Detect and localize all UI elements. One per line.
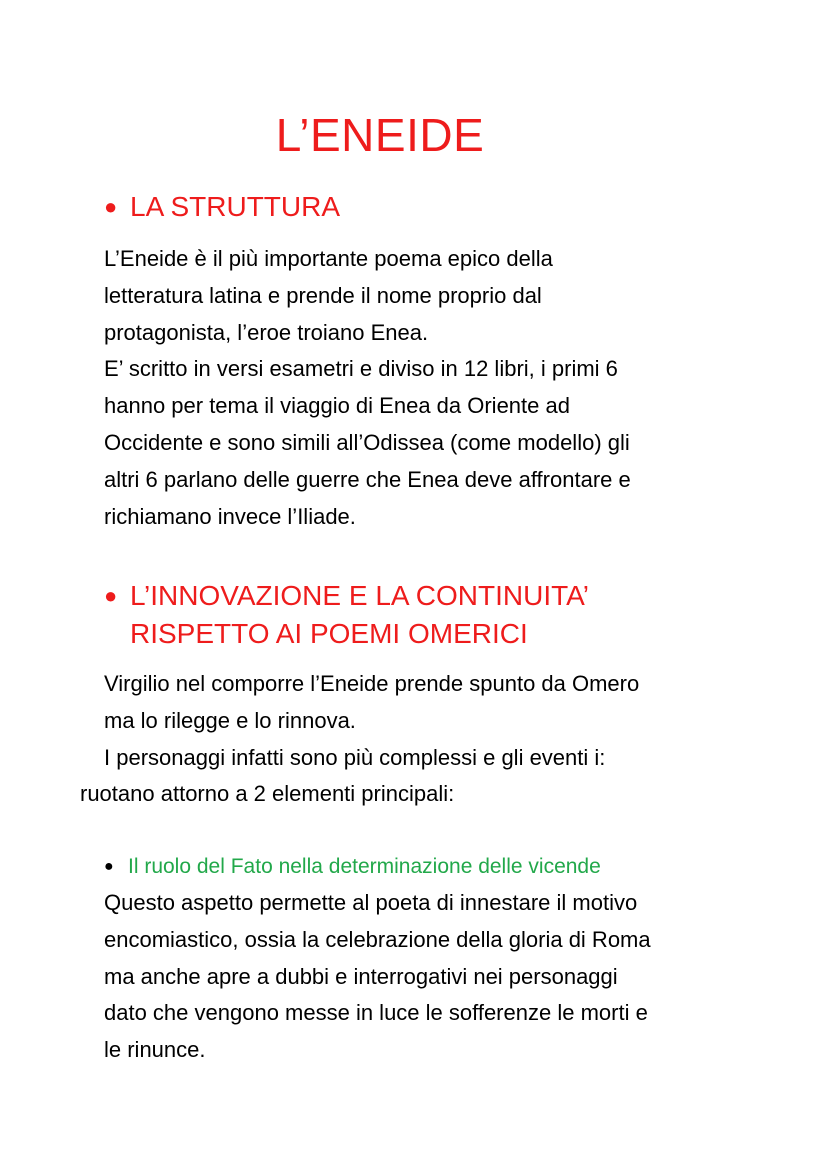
bullet-icon: ●: [104, 583, 118, 608]
bullet-icon: ●: [104, 194, 118, 219]
paragraph-line: protagonista, l’eroe troiano Enea.: [104, 319, 429, 345]
document-title-text: L’ENEIDE: [275, 109, 485, 161]
paragraph-line: L’Eneide è il più importante poema epico della: [104, 246, 553, 271]
section-heading-text: LA STRUTTURA: [130, 191, 341, 222]
paragraph-line: Questo aspetto permette al poeta di innestare il motivo: [104, 890, 638, 915]
section-heading-text-line1: L’INNOVAZIONE E LA CONTINUITA’: [130, 580, 589, 611]
paragraph-line: ruotano attorno a 2 elementi principali:: [80, 781, 455, 807]
paragraph-line: Occidente e sono simili all’Odissea (come modello) gli: [104, 429, 630, 455]
section-paragraph-innovazione: [80, 666, 744, 813]
section-heading-innovazione: [104, 577, 589, 653]
subsection-heading-text: Il ruolo del Fato nella determinazione delle vicende: [128, 855, 601, 878]
paragraph-line: ma lo rilegge e lo rinnova.: [104, 707, 356, 733]
paragraph-line: letteratura latina e prende il nome proprio dal: [104, 282, 542, 308]
paragraph-line: Virgilio nel comporre l’Eneide prende spunto da Omero: [104, 671, 640, 696]
section-heading-text-line2: RISPETTO AI POEMI OMERICI: [130, 618, 528, 649]
paragraph-line: encomiastico, ossia la celebrazione della gloria di Roma: [104, 926, 651, 952]
section-paragraph-fato: [104, 885, 744, 1069]
paragraph-line: I personaggi infatti sono più complessi e gli eventi i:: [104, 744, 606, 770]
paragraph-line: altri 6 parlano delle guerre che Enea deve affrontare e: [104, 466, 631, 492]
section-paragraph-struttura: [104, 241, 744, 535]
paragraph-line: E’ scritto in versi esametri e diviso in 12 libri, i primi 6: [104, 356, 618, 382]
document-title: [0, 107, 828, 163]
bullet-icon: ●: [104, 858, 114, 875]
paragraph-line: hanno per tema il viaggio di Enea da Oriente ad: [104, 393, 570, 419]
paragraph-line: le rinunce.: [104, 1037, 206, 1063]
section-heading-struttura: [104, 188, 340, 226]
paragraph-line: richiamano invece l’Iliade.: [104, 503, 356, 529]
subsection-heading-fato: [104, 849, 601, 885]
paragraph-line: dato che vengono messe in luce le sofferenze le morti e: [104, 1000, 648, 1026]
paragraph-line: ma anche apre a dubbi e interrogativi nei personaggi: [104, 963, 618, 989]
